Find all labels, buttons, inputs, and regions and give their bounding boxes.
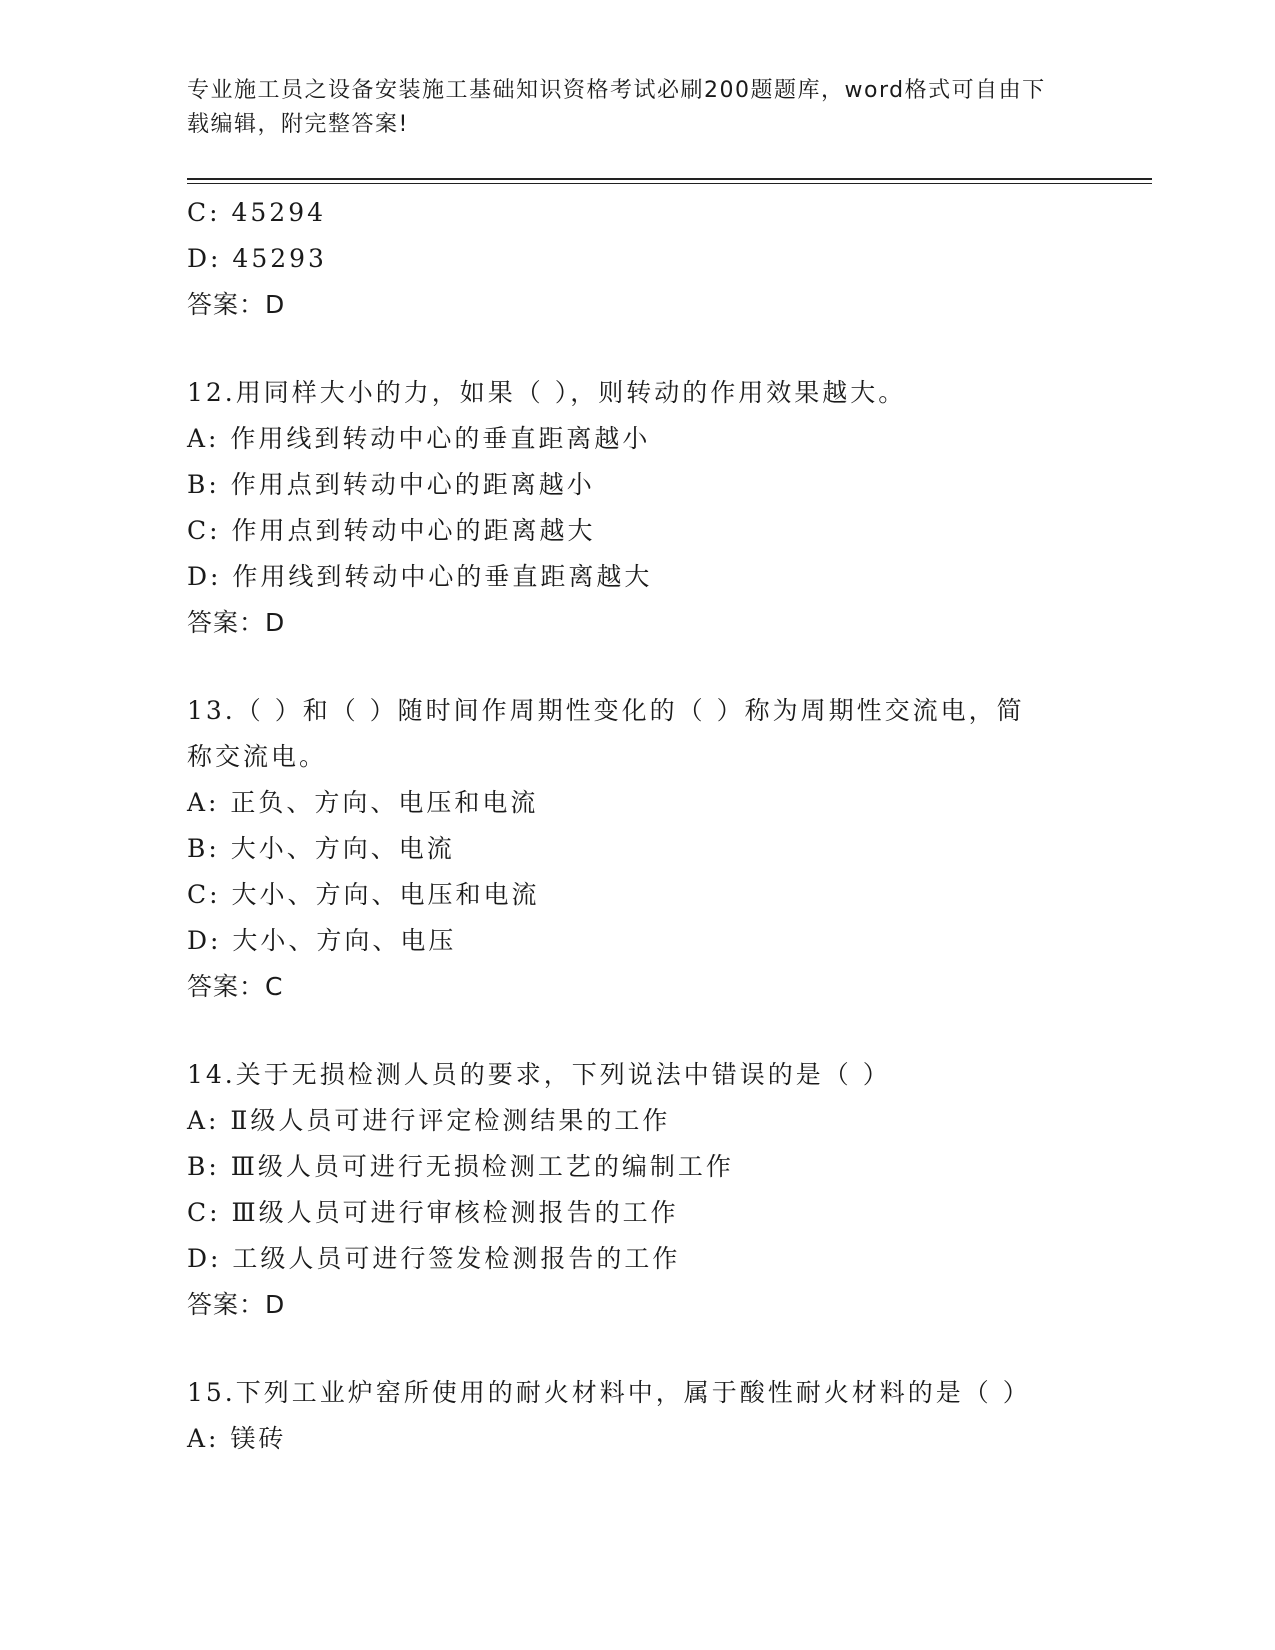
option-d: D: 作用线到转动中心的垂直距离越大 xyxy=(187,562,653,591)
answer-line: 答案：D xyxy=(187,608,286,637)
question-stem-line-2: 称交流电。 xyxy=(187,742,328,771)
question-stem: 12.用同样大小的力，如果（ ），则转动的作用效果越大。 xyxy=(187,378,907,407)
question-15 xyxy=(187,1370,1107,1462)
option-a: A: 正负、方向、电压和电流 xyxy=(187,788,539,817)
option-a: A: 作用线到转动中心的垂直距离越小 xyxy=(187,424,651,453)
answer-line: 答案：D xyxy=(187,290,286,319)
option-c: C: 大小、方向、电压和电流 xyxy=(187,880,540,909)
header-divider-thin xyxy=(187,183,1152,184)
answer-line: 答案：C xyxy=(187,972,284,1001)
header-divider xyxy=(187,178,1152,180)
question-12 xyxy=(187,370,1107,646)
question-stem-line-1: 13.（ ）和（ ）随时间作周期性变化的（ ）称为周期性交流电，简 xyxy=(187,696,1025,725)
option-d: D: 工级人员可进行签发检测报告的工作 xyxy=(187,1244,681,1273)
answer-line: 答案：D xyxy=(187,1290,286,1319)
question-stem: 15.下列工业炉窑所使用的耐火材料中，属于酸性耐火材料的是（ ） xyxy=(187,1378,1031,1407)
option-d: D: 45293 xyxy=(187,244,327,273)
option-d: D: 大小、方向、电压 xyxy=(187,926,457,955)
question-content xyxy=(187,190,1107,1462)
option-b: B: 作用点到转动中心的距离越小 xyxy=(187,470,595,499)
question-14 xyxy=(187,1052,1107,1328)
option-c: C: 45294 xyxy=(187,198,327,227)
option-c: C: Ⅲ级人员可进行审核检测报告的工作 xyxy=(187,1198,679,1227)
question-stem: 14.关于无损检测人员的要求，下列说法中错误的是（ ） xyxy=(187,1060,891,1089)
option-a: A: 镁砖 xyxy=(187,1424,287,1453)
option-b: B: Ⅲ级人员可进行无损检测工艺的编制工作 xyxy=(187,1152,734,1181)
document-header: 专业施工员之设备安装施工基础知识资格考试必刷200题题库，word格式可自由下载编辑，附完整答案! xyxy=(187,78,1046,137)
option-b: B: 大小、方向、电流 xyxy=(187,834,455,863)
option-c: C: 作用点到转动中心的距离越大 xyxy=(187,516,596,545)
question-13 xyxy=(187,688,1107,1010)
option-a: A: Ⅱ级人员可进行评定检测结果的工作 xyxy=(187,1106,671,1135)
